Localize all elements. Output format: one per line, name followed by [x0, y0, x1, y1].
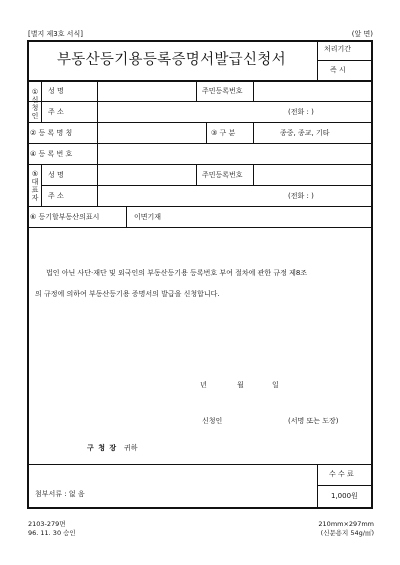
addressee-office: 구 청 장 [87, 444, 118, 452]
registration-name-field[interactable] [98, 124, 205, 142]
signature-note: (서명 또는 도장) [288, 417, 339, 425]
property-label: ⑥ 등기할부동산의표시 [30, 213, 100, 221]
processing-period-value: 즉 시 [330, 66, 346, 74]
applicant-section-label: ①신청인 [31, 88, 39, 120]
registration-type-label: ③ 구 분 [211, 129, 236, 137]
page-title: 부동산등기용등록증명서발급신청서 [57, 52, 286, 68]
representative-name-label: 성 명 [48, 171, 64, 179]
form-number: [별지 제3호 서식] [28, 30, 83, 38]
date-day-label: 일 [272, 381, 279, 389]
representative-rrn-label: 주민등록번호 [202, 171, 243, 179]
applicant-address-label: 주 소 [48, 108, 64, 116]
representative-section-label: ⑤대표자 [31, 170, 39, 202]
date-month-label: 월 [237, 381, 244, 389]
addressee-suffix: 귀하 [124, 444, 138, 452]
registration-number-label: ④ 등 록 번 호 [30, 150, 73, 158]
processing-period-label: 처리기간 [324, 45, 352, 53]
applicant-phone: (전화 : ) [288, 108, 314, 116]
representative-address-field[interactable] [98, 187, 370, 205]
statement-line-2: 의 규정에 의하여 부동산등기용 증명서의 발급을 신청합니다. [35, 290, 220, 298]
footer-paper-size: 210mm×297mm [318, 520, 374, 528]
footer-paper-type: (신문용지 54g/㎡) [320, 529, 374, 537]
registration-number-field[interactable] [98, 145, 370, 163]
footer-approval-date: 96. 11. 30 승인 [28, 529, 76, 537]
registration-name-label: ② 등 록 명 칭 [30, 129, 73, 137]
representative-address-label: 주 소 [48, 192, 64, 200]
fee-label: 수 수 료 [329, 470, 354, 478]
attachments-label: 첨부서류 : 없 음 [35, 490, 85, 498]
applicant-address-field[interactable] [98, 103, 370, 121]
footer-form-code: 2103-279면 [28, 520, 66, 528]
representative-rrn-field[interactable] [254, 166, 370, 184]
registration-type-options[interactable]: 종중, 종교, 기타 [280, 129, 330, 137]
property-value: 이면기재 [134, 213, 162, 221]
statement-line-1: 법인 아닌 사단·재단 및 외국인의 부동산등기용 등록번호 부여 절차에 관한 규정 제8조 [46, 269, 308, 277]
page-side-label: (앞 면) [351, 30, 373, 38]
representative-name-field[interactable] [98, 166, 195, 184]
applicant-rrn-field[interactable] [254, 82, 370, 100]
applicant-rrn-label: 주민등록번호 [202, 87, 243, 95]
applicant-name-label: 성 명 [48, 87, 64, 95]
date-year-label: 년 [200, 381, 207, 389]
signature-label: 신청인 [202, 417, 223, 425]
fee-value: 1,000원 [331, 492, 358, 500]
signature-field[interactable] [232, 412, 282, 428]
representative-phone: (전화 : ) [288, 192, 314, 200]
applicant-name-field[interactable] [98, 82, 195, 100]
